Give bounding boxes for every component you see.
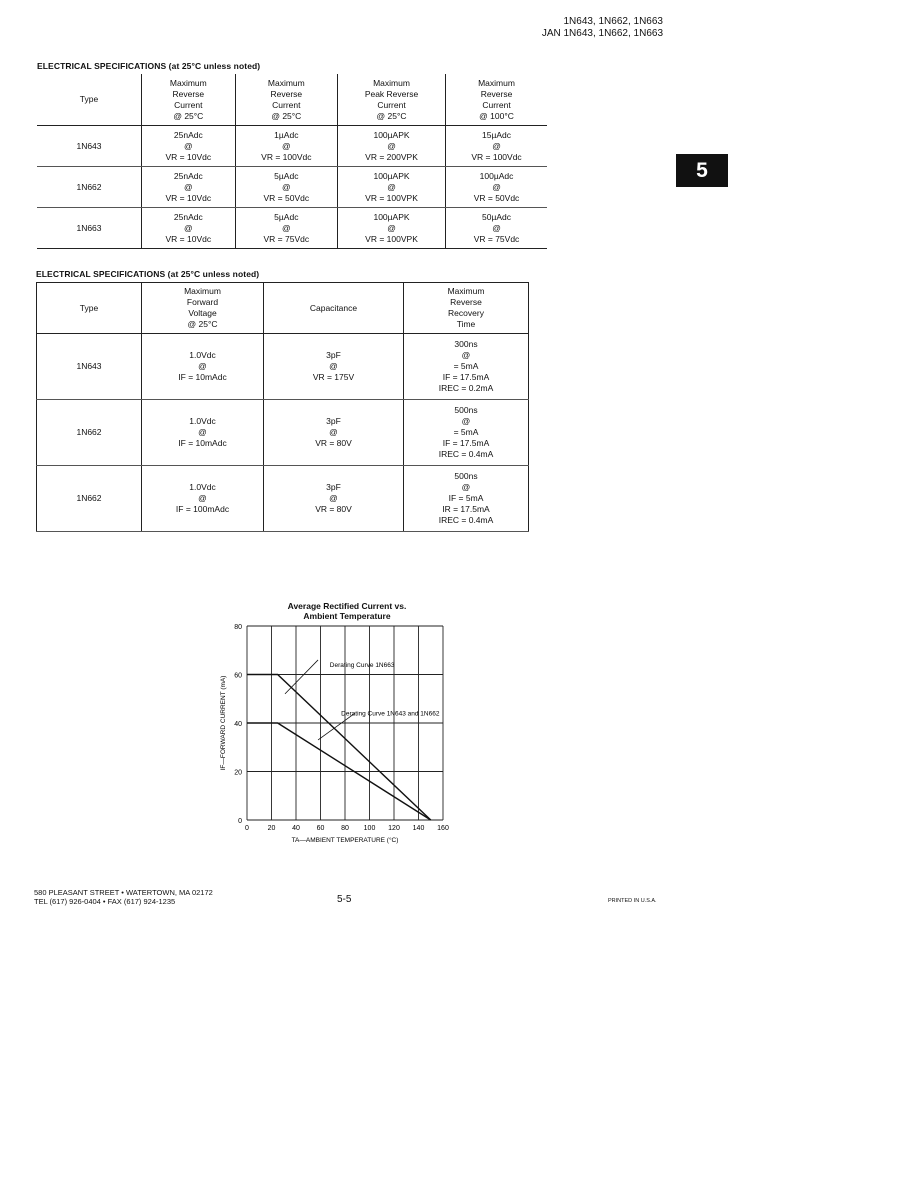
- table-row: [37, 466, 529, 532]
- header-cell: Maximum Reverse Current @ 25°C: [142, 74, 236, 126]
- table2-title: ELECTRICAL SPECIFICATIONS (at 25°C unless noted): [36, 269, 260, 279]
- data-cell: 100µAPK @ VR = 100VPK: [338, 167, 446, 208]
- series-annotation: Derating Curve 1N663: [329, 661, 395, 669]
- type-cell: 1N643: [37, 126, 142, 167]
- x-tick-label: 20: [267, 825, 276, 832]
- header-cell: Type: [37, 74, 142, 126]
- derating-chart: [200, 620, 470, 850]
- data-cell: 15µAdc @ VR = 100Vdc: [446, 126, 547, 167]
- header-cell: Maximum Forward Voltage @ 25°C: [142, 283, 264, 334]
- data-cell: 25nAdc @ VR = 10Vdc: [142, 167, 236, 208]
- data-cell: 5µAdc @ VR = 50Vdc: [235, 167, 337, 208]
- data-cell: 3pF @ VR = 80V: [264, 400, 404, 466]
- table1-title: ELECTRICAL SPECIFICATIONS (at 25°C unless noted): [37, 61, 261, 71]
- address-line-2: TEL (617) 926-0404 • FAX (617) 924-1235: [34, 897, 176, 906]
- data-cell: 25nAdc @ VR = 10Vdc: [142, 126, 236, 167]
- y-tick-label: 40: [234, 721, 242, 728]
- data-cell: 1.0Vdc @ IF = 10mAdc: [142, 400, 264, 466]
- data-cell: 5µAdc @ VR = 75Vdc: [235, 208, 337, 249]
- y-tick-label: 20: [234, 769, 242, 777]
- y-tick-label: 0: [238, 818, 242, 825]
- printed-note: PRINTED IN U.S.A.: [608, 898, 657, 904]
- forward-voltage-table: [36, 282, 529, 532]
- table-header-row: [37, 283, 529, 334]
- x-tick-label: 0: [245, 825, 249, 832]
- table-row: [37, 334, 529, 400]
- data-cell: 25nAdc @ VR = 10Vdc: [142, 208, 236, 249]
- type-cell: 1N662: [37, 400, 142, 466]
- header-cell: Capacitance: [264, 283, 404, 334]
- x-tick-label: 140: [412, 825, 425, 832]
- x-tick-label: 100: [363, 825, 376, 832]
- table-row: [37, 126, 547, 167]
- footer-address: [34, 888, 213, 906]
- data-cell: 1.0Vdc @ IF = 100mAdc: [142, 466, 264, 532]
- data-cell: 100µAdc @ VR = 50Vdc: [446, 167, 547, 208]
- data-cell: 300ns @ = 5mA IF = 17.5mA IREC = 0.2mA: [404, 334, 529, 400]
- series-line: [247, 675, 431, 821]
- header-cell: Maximum Reverse Current @ 25°C: [235, 74, 337, 126]
- header-line-1: 1N643, 1N662, 1N663: [563, 16, 663, 27]
- table-header-row: [37, 74, 547, 126]
- x-tick-label: 40: [292, 825, 300, 832]
- header-line-2: JAN 1N643, 1N662, 1N663: [541, 28, 663, 39]
- table-row: [37, 400, 529, 466]
- header-cell: Maximum Peak Reverse Current @ 25°C: [338, 74, 446, 126]
- page-header: [542, 16, 663, 40]
- header-cell: Maximum Reverse Current @ 100°C: [446, 74, 547, 126]
- x-tick-label: 160: [437, 825, 449, 832]
- y-tick-label: 80: [234, 624, 242, 631]
- data-cell: 1µAdc @ VR = 100Vdc: [235, 126, 337, 167]
- x-tick-label: 80: [341, 825, 349, 832]
- type-cell: 1N662: [37, 167, 142, 208]
- chart-title: Average Rectified Current vs. Ambient Temperature: [287, 601, 407, 621]
- data-cell: 3pF @ VR = 80V: [264, 466, 404, 532]
- y-tick-label: 60: [234, 672, 242, 680]
- annotation-leader: [285, 660, 318, 694]
- data-cell: 500ns @ = 5mA IF = 17.5mA IREC = 0.4mA: [404, 400, 529, 466]
- table-row: [37, 208, 547, 249]
- data-cell: 100µAPK @ VR = 200VPK: [338, 126, 446, 167]
- type-cell: 1N662: [37, 466, 142, 532]
- x-tick-label: 60: [316, 825, 325, 832]
- table-row: [37, 167, 547, 208]
- type-cell: 1N643: [37, 334, 142, 400]
- header-cell: Maximum Reverse Recovery Time: [404, 283, 529, 334]
- data-cell: 100µAPK @ VR = 100VPK: [338, 208, 446, 249]
- x-axis-label: TA—AMBIENT TEMPERATURE (°C): [291, 837, 399, 844]
- data-cell: 500ns @ IF = 5mA IR = 17.5mA IREC = 0.4mA: [404, 466, 529, 532]
- section-tab: 5: [676, 154, 728, 187]
- data-cell: 50µAdc @ VR = 75Vdc: [446, 208, 547, 249]
- series-annotation: Derating Curve 1N643 and 1N662: [341, 710, 440, 718]
- data-cell: 1.0Vdc @ IF = 10mAdc: [142, 334, 264, 400]
- reverse-current-table: [37, 74, 547, 249]
- address-line-1: 580 PLEASANT STREET • WATERTOWN, MA 02172: [34, 888, 213, 897]
- type-cell: 1N663: [37, 208, 142, 249]
- page-number: 5-5: [337, 894, 352, 905]
- x-tick-label: 120: [388, 825, 400, 832]
- header-cell: Type: [37, 283, 142, 334]
- y-axis-label: IF—FORWARD CURRENT (mA): [220, 675, 227, 771]
- data-cell: 3pF @ VR = 175V: [264, 334, 404, 400]
